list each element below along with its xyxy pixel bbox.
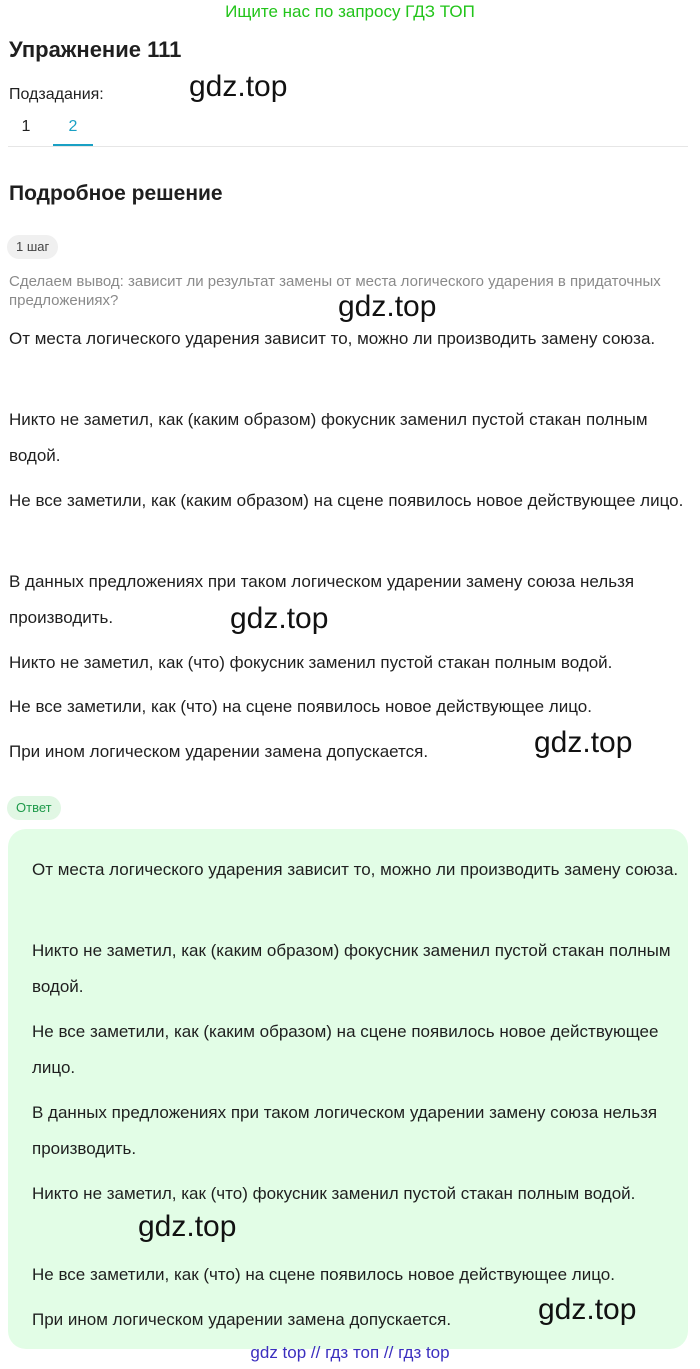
- answer-paragraph: В данных предложениях при таком логическом ударении замену союза нельзя производить.: [32, 1103, 658, 1158]
- answer-badge: Ответ: [7, 796, 61, 820]
- footer-links[interactable]: gdz top // гдз топ // гдз top: [250, 1343, 450, 1362]
- watermark: gdz.top: [538, 1293, 637, 1326]
- exercise-title: Упражнение 111: [9, 37, 182, 62]
- solution-paragraph: В данных предложениях при таком логическом ударении замену союза нельзя производить.: [9, 572, 635, 627]
- top-banner: Ищите нас по запросу ГДЗ ТОП: [225, 2, 475, 21]
- answer-paragraph: Не все заметили, как (каким образом) на сцене появилось новое действующее лицо.: [32, 1022, 659, 1077]
- tab-subtask-1[interactable]: 1: [21, 118, 31, 135]
- answer-paragraph: Никто не заметил, как (что) фокусник заменил пустой стакан полным водой.: [32, 1184, 636, 1203]
- solution-paragraph: Никто не заметил, как (что) фокусник заменил пустой стакан полным водой.: [9, 653, 613, 672]
- watermark: gdz.top: [230, 602, 329, 635]
- step-question: Сделаем вывод: зависит ли результат замены от места логического ударения в придаточных предложениях?: [9, 273, 661, 309]
- solution-paragraph: При ином логическом ударении замена допускается.: [9, 742, 429, 761]
- tabs-divider: [8, 146, 688, 147]
- answer-paragraph: От места логического ударения зависит то, можно ли производить замену союза.: [32, 860, 679, 879]
- watermark: gdz.top: [338, 290, 437, 323]
- subtasks-label: Подзадания:: [9, 86, 104, 103]
- answer-paragraph: Никто не заметил, как (каким образом) фокусник заменил пустой стакан полным водой.: [32, 941, 671, 996]
- watermark: gdz.top: [189, 70, 288, 103]
- solution-paragraph: От места логического ударения зависит то, можно ли производить замену союза.: [9, 329, 656, 348]
- solution-paragraph: Не все заметили, как (каким образом) на сцене появилось новое действующее лицо.: [9, 491, 684, 510]
- section-title: Подробное решение: [9, 182, 223, 205]
- solution-paragraph: Никто не заметил, как (каким образом) фокусник заменил пустой стакан полным водой.: [9, 410, 648, 465]
- step-badge: 1 шаг: [7, 235, 58, 259]
- answer-paragraph: При ином логическом ударении замена допускается.: [32, 1310, 452, 1329]
- solution-paragraph: Не все заметили, как (что) на сцене появилось новое действующее лицо.: [9, 697, 592, 716]
- watermark: gdz.top: [138, 1210, 237, 1243]
- tab-subtask-2[interactable]: 2: [68, 118, 78, 135]
- answer-paragraph: Не все заметили, как (что) на сцене появилось новое действующее лицо.: [32, 1265, 615, 1284]
- watermark: gdz.top: [534, 726, 633, 759]
